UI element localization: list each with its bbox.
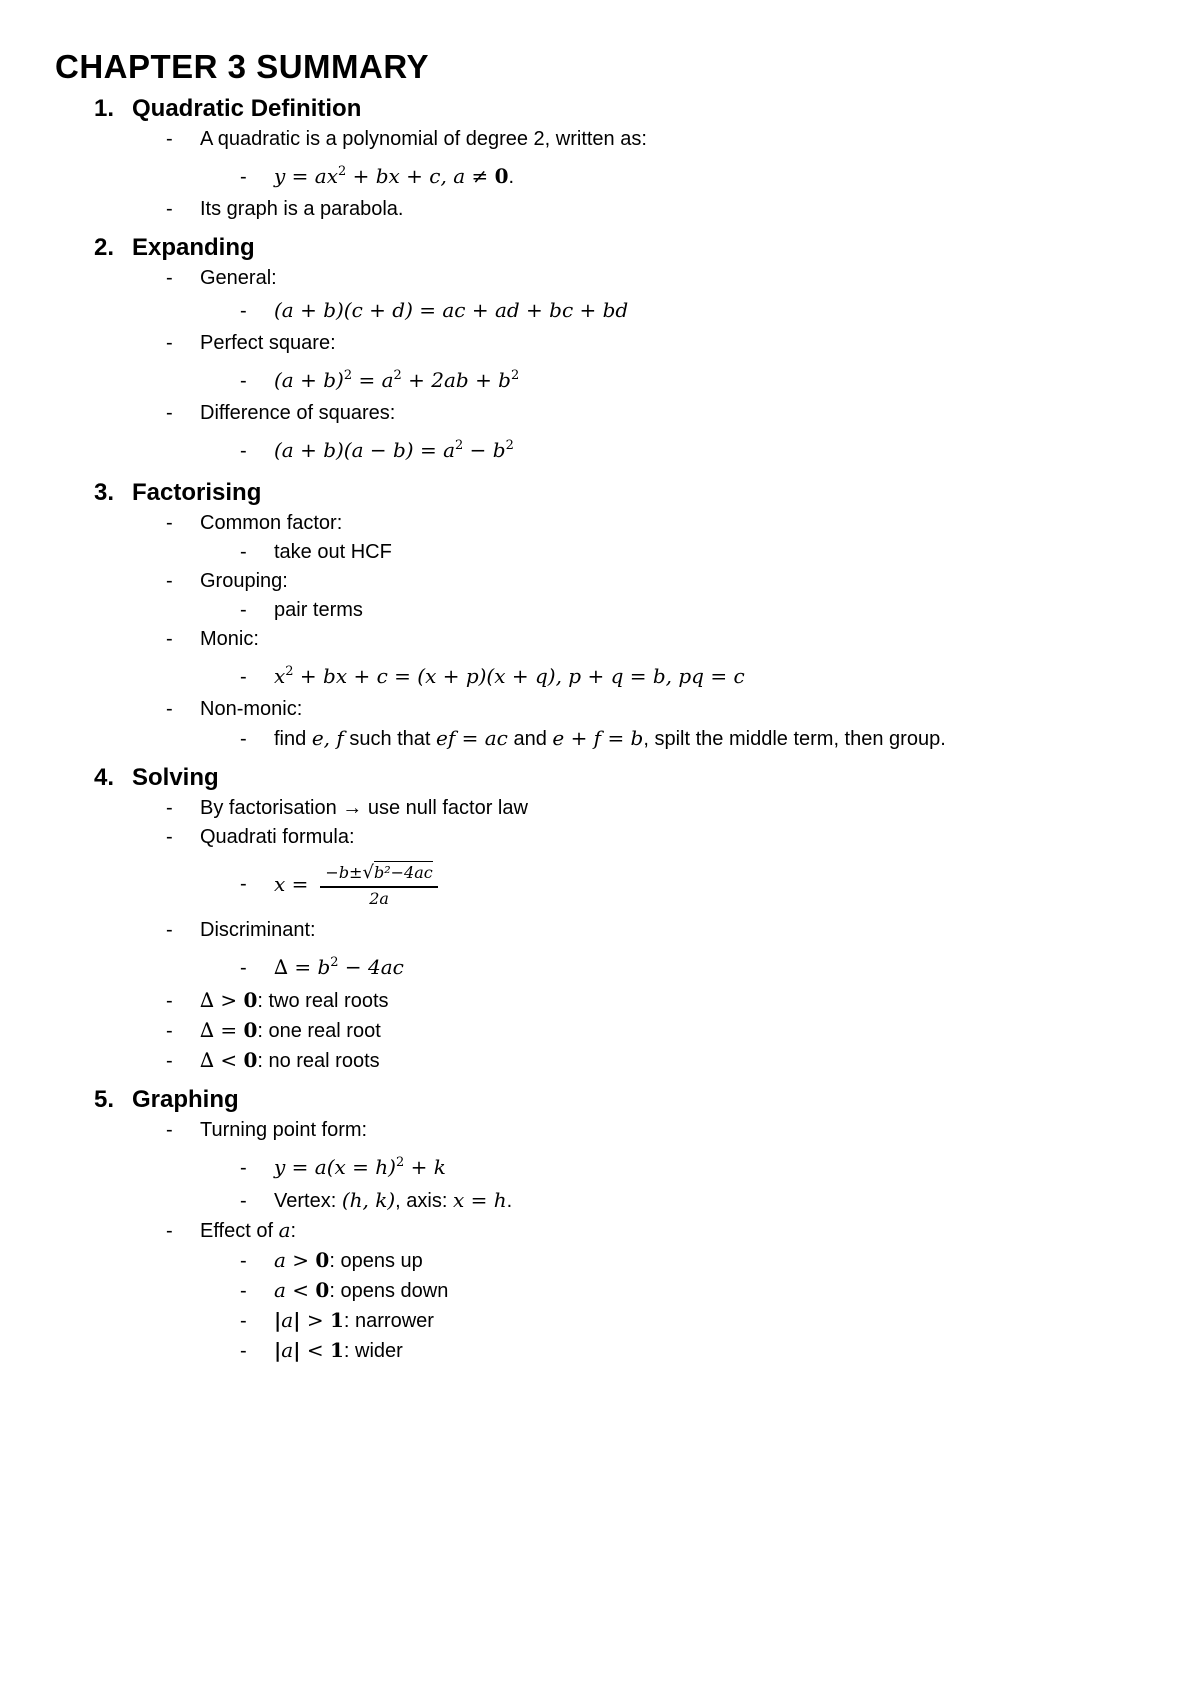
item-text: pair terms [274, 599, 363, 621]
bullet-dash: - [166, 1020, 173, 1042]
formula-line [0, 1145, 1200, 1186]
list-item [0, 195, 1200, 224]
item-text: find e, f such that ef = ac and e + f = b, spilt the middle term, then group. [274, 726, 946, 750]
item-text: |a| > 1: narrower [274, 1308, 434, 1332]
page-title: CHAPTER 3 SUMMARY [55, 48, 429, 85]
item-text: Monic: [200, 628, 259, 650]
list-item [0, 538, 1200, 567]
list-item [0, 509, 1200, 538]
bullet-dash: - [166, 990, 173, 1012]
list-item [0, 1306, 1200, 1336]
formula-line [0, 654, 1200, 695]
bullet-dash: - [240, 166, 247, 188]
formula: $(a + b)^2 = a^2 + 2ab + b^2$ [274, 368, 520, 392]
bullet-dash: - [166, 570, 173, 592]
section-heading-text: Expanding [132, 234, 255, 261]
numerator-prefix: −b± [325, 863, 363, 882]
quadratic-formula-line [0, 852, 1200, 916]
list-item [0, 399, 1200, 428]
item-text: Turning point form: [200, 1119, 368, 1141]
section-heading-text: Factorising [132, 479, 262, 506]
bullet-dash: - [240, 728, 247, 750]
section-graphing [0, 1084, 1200, 1366]
section-expanding [0, 232, 1200, 469]
formula: $(a + b)(a - b) = a^2 - b^2$ [274, 438, 514, 462]
bullet-dash: - [166, 198, 173, 220]
bullet-dash: - [240, 1250, 247, 1272]
bullet-dash: - [166, 826, 173, 848]
section-number: 1. [94, 95, 115, 122]
bullet-dash: - [166, 797, 173, 819]
section-heading [0, 232, 1200, 264]
item-text: a > 0: opens up [274, 1248, 423, 1272]
list-item [0, 1046, 1200, 1076]
item-text: Discriminant: [200, 919, 316, 941]
bullet-dash: - [240, 1280, 247, 1302]
list-item [0, 567, 1200, 596]
item-text: Effect of a: [200, 1218, 297, 1242]
item-text: |a| < 1: wider [274, 1338, 403, 1362]
item-text: A quadratic is a polynomial of degree 2, written as: [200, 128, 647, 150]
list-item [0, 329, 1200, 358]
bullet-dash: - [166, 919, 173, 941]
list-item [0, 625, 1200, 654]
bullet-dash: - [240, 300, 247, 322]
list-item [0, 1116, 1200, 1145]
item-text: Difference of squares: [200, 402, 396, 424]
bullet-dash: - [166, 332, 173, 354]
bullet-dash: - [240, 872, 247, 895]
item-text: Perfect square: [200, 332, 336, 354]
formula-line [0, 428, 1200, 469]
fraction-denominator: 2a [369, 889, 389, 908]
fraction-numerator [320, 859, 437, 888]
section-heading [0, 477, 1200, 509]
list-item [0, 916, 1200, 945]
bullet-dash: - [240, 1340, 247, 1362]
item-text: ∆ = 0: one real root [200, 1018, 381, 1042]
section-number: 2. [94, 234, 115, 261]
bullet-dash: - [166, 1050, 173, 1072]
formula: ∆ = $b^2 - 4ac$ [274, 955, 404, 979]
item-text: ∆ > 0: two real roots [200, 988, 389, 1012]
list-item [0, 1246, 1200, 1276]
item-text: Its graph is a parabola. [200, 198, 404, 220]
bullet-dash: - [166, 1220, 173, 1242]
formula-line [0, 358, 1200, 399]
bullet-dash: - [240, 599, 247, 621]
bullet-dash: - [240, 1157, 247, 1179]
bullet-dash: - [240, 440, 247, 462]
item-text: take out HCF [274, 541, 392, 563]
list-item [0, 264, 1200, 293]
radical-sign-icon: √ [362, 862, 374, 883]
item-text: General: [200, 267, 277, 289]
bullet-dash: - [166, 628, 173, 650]
formula-line [0, 154, 1200, 195]
formula-lhs: x = [274, 872, 309, 896]
formula: (a + b)(c + d) = ac + ad + bc + bd [274, 298, 629, 322]
list-item [0, 1186, 1200, 1216]
formula: y = a(x = h)$^2$ + k [274, 1155, 446, 1179]
bullet-dash: - [240, 370, 247, 392]
formula-line [0, 293, 1200, 329]
bullet-dash: - [166, 1119, 173, 1141]
section-factorising [0, 477, 1200, 754]
bullet-dash: - [240, 666, 247, 688]
item-text: By factorisation → use null factor law [200, 797, 528, 819]
section-solving [0, 762, 1200, 1076]
list-item [0, 596, 1200, 625]
section-number: 4. [94, 764, 115, 791]
bullet-dash: - [166, 698, 173, 720]
formula: $y = ax^2$ + bx + c, a ≠ 0. [274, 164, 515, 188]
fraction [320, 859, 437, 909]
item-text: Vertex: (h, k), axis: x = h. [274, 1188, 513, 1212]
list-item [0, 986, 1200, 1016]
list-item [0, 1336, 1200, 1366]
bullet-dash: - [166, 512, 173, 534]
bullet-dash: - [240, 1310, 247, 1332]
section-heading-text: Graphing [132, 1086, 239, 1113]
section-number: 5. [94, 1086, 115, 1113]
section-number: 3. [94, 479, 115, 506]
list-item [0, 823, 1200, 852]
list-item [0, 1016, 1200, 1046]
list-item [0, 1276, 1200, 1306]
formula-line [0, 945, 1200, 986]
list-item [0, 1216, 1200, 1246]
item-text: Non-monic: [200, 698, 303, 720]
list-item [0, 695, 1200, 724]
section-heading [0, 93, 1200, 125]
item-text: ∆ < 0: no real roots [200, 1048, 380, 1072]
bullet-dash: - [240, 957, 247, 979]
section-quadratic-definition [0, 93, 1200, 224]
item-text: Quadrati formula: [200, 826, 355, 848]
list-item [0, 125, 1200, 154]
item-text: a < 0: opens down [274, 1278, 449, 1302]
section-heading [0, 762, 1200, 794]
bullet-dash: - [166, 402, 173, 424]
radicand: b²−4ac [373, 863, 433, 882]
bullet-dash: - [240, 541, 247, 563]
section-heading-text: Quadratic Definition [132, 95, 362, 122]
section-heading-text: Solving [132, 764, 219, 791]
list-item [0, 794, 1200, 823]
formula: $x^2$ + bx + c = (x + p)(x + q), p + q = b, pq = c [274, 664, 745, 688]
item-text: Common factor: [200, 512, 343, 534]
bullet-dash: - [240, 1190, 247, 1212]
item-text: Grouping: [200, 570, 288, 592]
section-heading [0, 1084, 1200, 1116]
bullet-dash: - [166, 128, 173, 150]
bullet-dash: - [166, 267, 173, 289]
list-item [0, 724, 1200, 754]
